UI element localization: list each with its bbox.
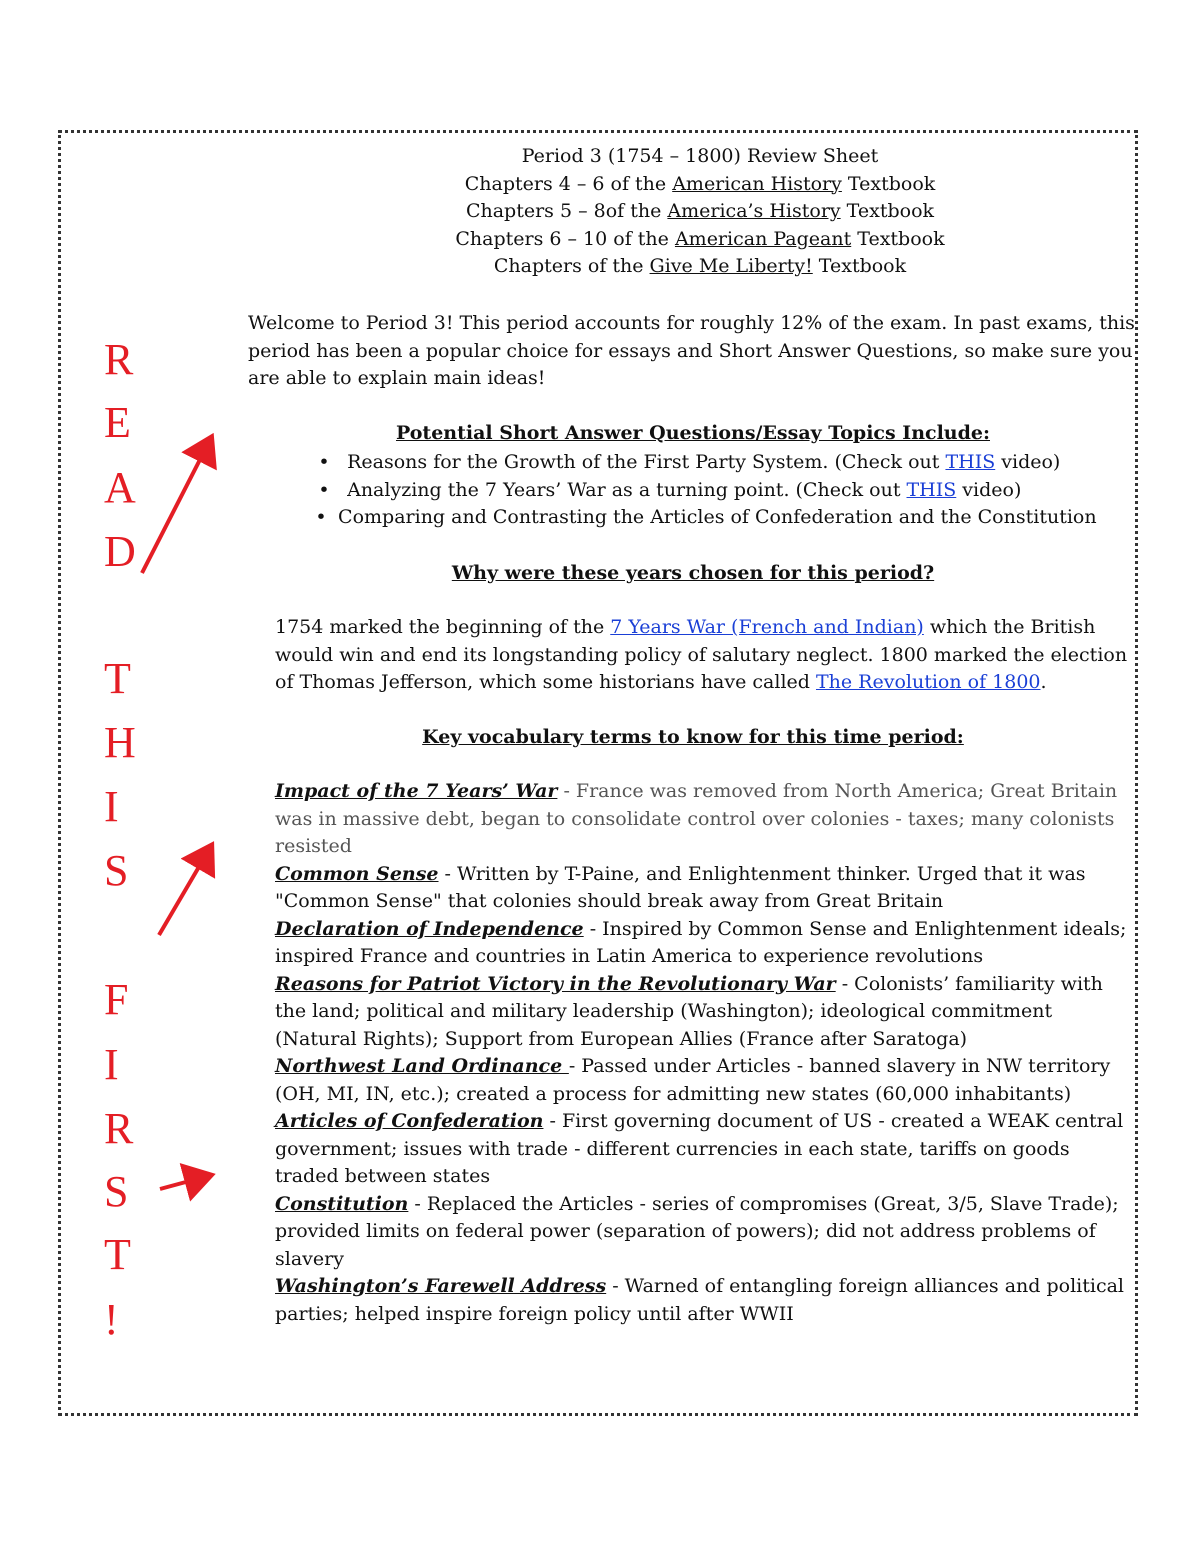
vocab-term: Washington’s Farewell Address - Warned of entangling foreign alliances and political parties; helped inspire foreign policy until after WWII <box>275 1275 1124 1325</box>
sidebar-letter-t2: T <box>104 1230 131 1279</box>
arrow-to-topics-icon <box>142 440 210 573</box>
vocab-term: Common Sense - Written by T-Paine, and Enlightenment thinker. Urged that it was "Common Sense" that colonies should break away from Great Britain <box>275 862 1086 912</box>
seven-years-war-link[interactable]: 7 Years War (French and Indian) <box>610 616 924 638</box>
vocab-heading: Key vocabulary terms to know for this time period: <box>422 725 964 748</box>
this-video-link[interactable]: THIS <box>906 478 957 501</box>
sidebar-letter-e: E <box>104 398 131 447</box>
sidebar-letter-s: S <box>104 846 129 895</box>
vocab-list <box>275 778 1137 1328</box>
vocab-term: Constitution - Replaced the Articles - series of compromises (Great, 3/5, Slave Trade); provided limits on federal power (separation of powers); did not address problems of slavery <box>275 1192 1119 1270</box>
textbook-line: Chapters 5 – 8of the America’s History Textbook <box>465 200 935 222</box>
arrow-to-articles-icon <box>160 1176 208 1189</box>
textbook-title: America’s History <box>667 200 841 222</box>
sidebar-letter-a: A <box>104 463 136 512</box>
sidebar-letter-f: F <box>104 975 129 1024</box>
textbook-title: American History <box>672 172 842 195</box>
page-title: Period 3 (1754 – 1800) Review Sheet <box>521 145 879 167</box>
topics-heading: Potential Short Answer Questions/Essay Topics Include: <box>395 421 990 444</box>
textbook-line: Chapters 4 – 6 of the American History Textbook <box>464 172 936 195</box>
textbook-title: American Pageant <box>674 227 852 250</box>
term-name: Impact of the 7 Years’ War <box>275 780 558 802</box>
term-name: Common Sense <box>275 862 439 885</box>
vocab-term: Reasons for Patriot Victory in the Revolutionary War - Colonists’ familiarity with the land; political and military leadership (Washington); ideological commitment (Natural Rights); Support from European Allies (France after Saratoga) <box>275 972 1103 1050</box>
topics-list <box>248 449 1138 532</box>
list-item: • Reasons for the Growth of the First Party System. (Check out THIS video) <box>248 449 1138 477</box>
sidebar-letter-s2: S <box>104 1167 129 1216</box>
sidebar-letter-h: H <box>104 718 136 767</box>
textbook-line: Chapters 6 – 10 of the American Pageant Textbook <box>455 227 945 250</box>
term-name: Washington’s Farewell Address <box>275 1275 607 1297</box>
sidebar-letter-r2: R <box>104 1104 134 1153</box>
sidebar-letter-i: I <box>104 782 119 831</box>
textbook-line: Chapters of the Give Me Liberty! Textbook <box>493 255 907 277</box>
textbook-title: Give Me Liberty! <box>649 255 813 277</box>
term-name: Constitution <box>275 1192 409 1215</box>
vocab-term: Northwest Land Ordinance - Passed under Articles - banned slavery in NW territory (OH, MI, IN, etc.); created a process for admitting new states (60,000 inhabitants) <box>275 1055 1111 1105</box>
vocab-term: Articles of Confederation - First governing document of US - created a WEAK central government; issues with trade - different currencies in each state, tariffs on goods traded between states <box>275 1110 1124 1187</box>
term-name: Northwest Land Ordinance <box>275 1055 569 1077</box>
vocab-term: Declaration of Independence - Inspired by Common Sense and Enlightenment ideals; inspired France and countries in Latin America to experience revolutions <box>275 917 1127 967</box>
sidebar-letter-t: T <box>104 654 131 703</box>
term-name: Reasons for Patriot Victory in the Revolutionary War <box>275 972 836 995</box>
this-video-link[interactable]: THIS <box>945 451 996 473</box>
bullet-icon: • <box>318 451 330 473</box>
intro-paragraph: Welcome to Period 3! This period accounts for roughly 12% of the exam. In past exams, this period has been a popular choice for essays and Short Answer Questions, so make sure you are able to explain main ideas! <box>248 312 1135 389</box>
revolution-of-1800-link[interactable]: The Revolution of 1800 <box>815 671 1041 693</box>
main-content <box>248 310 1138 1328</box>
sidebar-letter-r: R <box>104 335 134 384</box>
vocab-term: Impact of the 7 Years’ War - France was removed from North America; Great Britain was in massive debt, began to consolidate control over colonies - taxes; many colonists resisted <box>275 780 1118 857</box>
document-header <box>250 143 1150 281</box>
term-name: Declaration of Independence <box>275 917 584 940</box>
sidebar-letter-exclamation: ! <box>104 1295 119 1344</box>
sidebar-letter-i2: I <box>104 1040 119 1089</box>
bullet-icon: • <box>315 506 327 528</box>
sidebar-letter-d: D <box>104 527 136 576</box>
term-name: Articles of Confederation <box>275 1110 544 1132</box>
arrow-to-vocab-icon <box>159 848 210 935</box>
bullet-icon: • <box>318 478 330 501</box>
list-item: • Comparing and Contrasting the Articles of Confederation and the Constitution <box>248 504 1138 532</box>
why-paragraph: 1754 marked the beginning of the 7 Years War (French and Indian) which the British would win and end its longstanding policy of salutary neglect. 1800 marked the election of Thomas Jefferson, which some historians have called The Revolution of 1800. <box>275 616 1128 693</box>
why-heading: Why were these years chosen for this period? <box>451 561 935 584</box>
list-item: • Analyzing the 7 Years’ War as a turning point. (Check out THIS video) <box>248 477 1138 505</box>
